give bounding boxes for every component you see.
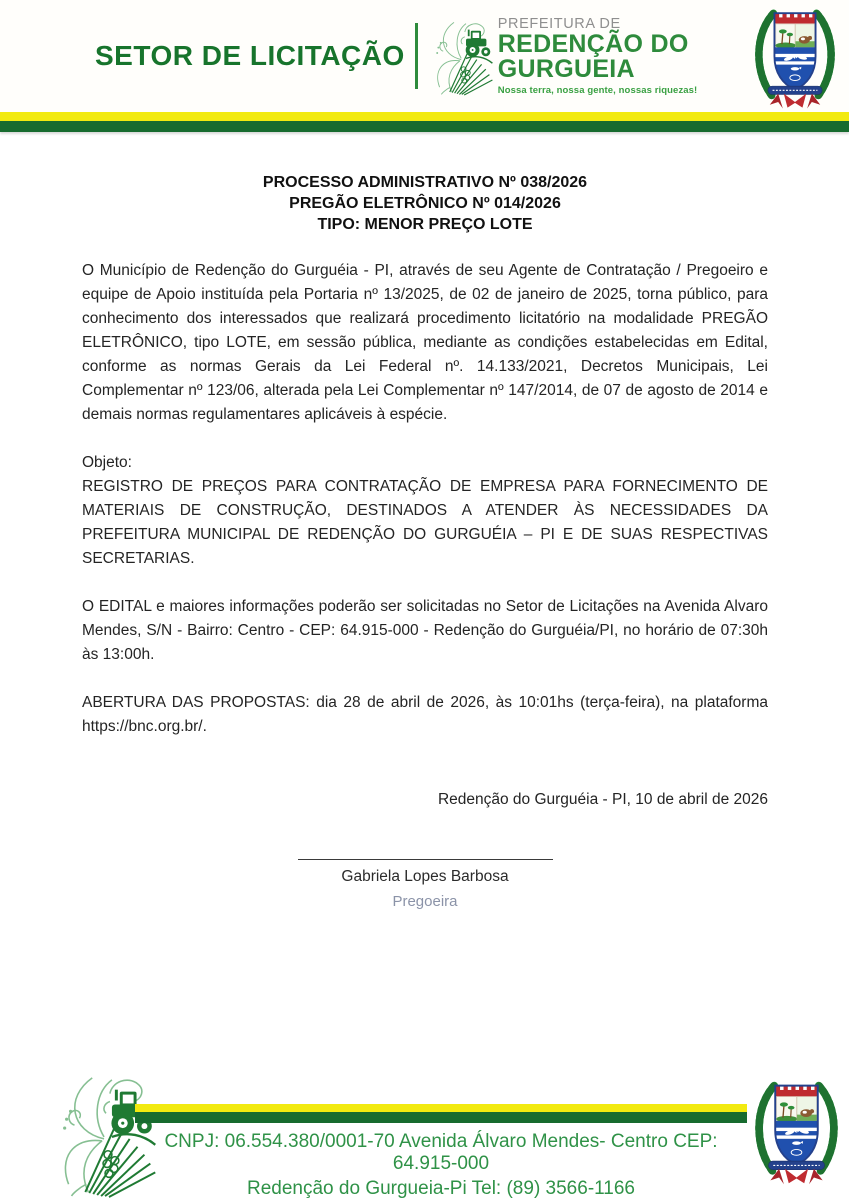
edital-paragraph: O EDITAL e maiores informações poderão ser solicitadas no Setor de Licitações na Avenida Alvaro Mendes, S/N - Bairro: Centro - CEP: 64.915-000 - Redenção do Gurguéia/PI, no horário de 07:30h às 13:00h.: [82, 598, 768, 663]
prefeitura-logotype: [498, 17, 698, 95]
city-name-line2: GURGUEIA: [497, 55, 635, 83]
signature-block: [275, 859, 575, 910]
intro-paragraph: O Município de Redenção do Gurguéia - PI, através de seu Agente de Contratação / Pregoeiro e equipe de Apoio instituída pela Portaria nº 13/2025, de 02 de janeiro de 2025, torna público, para conhecimento dos interessados que realizará procedimento licitatório na modalidade PREGÃO ELETRÔNICO, tipo LOTE, em sessão pública, mediante as condições estabelecidas em Edital, conforme as normas Gerais da Lei Federal nº. 14.133/2021, Decretos Municipais, Lei Complementar nº 123/06, alterada pela Lei Complementar nº 147/2014, de 07 de agosto de 2014 e demais normas regulamentares aplicáveis à espécie.: [82, 262, 768, 423]
prefeitura-de-label: PREFEITURA DE: [497, 16, 621, 32]
stripe-green-bar: [135, 1112, 747, 1123]
agriculture-floral-logo-icon: [430, 11, 496, 101]
dateline: Redenção do Gurguéia - PI, 10 de abril de 2026: [437, 791, 768, 808]
object-label: Objeto:: [82, 454, 132, 471]
city-tagline: Nossa terra, nossa gente, nossas riquezas!: [497, 84, 698, 96]
footer-cnpj-address: CNPJ: 06.554.380/0001-70 Avenida Álvaro Mendes- Centro CEP: 64.915-000: [164, 1131, 718, 1174]
header-stripe: [0, 112, 849, 132]
signature-line: [298, 859, 553, 860]
signer-role: Pregoeira: [392, 893, 458, 910]
title-pregao: PREGÃO ELETRÔNICO Nº 014/2026: [289, 195, 561, 212]
stripe-yellow-bar: [135, 1104, 747, 1112]
footer-stripe: [135, 1104, 747, 1123]
page-header: [0, 0, 849, 112]
page-footer: [0, 1060, 849, 1200]
title-processo: PROCESSO ADMINISTRATIVO Nº 038/2026: [262, 174, 588, 191]
footer-city-phone: Redenção do Gurgueia-Pi Tel: (89) 3566-1166: [247, 1178, 635, 1199]
signer-name: Gabriela Lopes Barbosa: [341, 868, 509, 885]
stripe-yellow-bar: [0, 112, 849, 121]
header-divider: [415, 23, 418, 89]
municipal-coat-of-arms-icon: [745, 2, 845, 116]
document-body: [0, 172, 849, 910]
city-name-line1: REDENÇÃO DO: [497, 29, 689, 58]
document-title: [82, 172, 768, 235]
abertura-paragraph: ABERTURA DAS PROPOSTAS: dia 28 de abril de 2026, às 10:01hs (terça-feira), na plataforma https://bnc.org.br/.: [82, 694, 768, 735]
footer-contact-block: [135, 1104, 747, 1200]
municipal-coat-of-arms-icon: [748, 1074, 845, 1192]
title-tipo: TIPO: MENOR PREÇO LOTE: [317, 216, 533, 233]
stripe-green-bar: [0, 121, 849, 132]
department-title: SETOR DE LICITAÇÃO: [95, 40, 405, 71]
object-paragraph: REGISTRO DE PREÇOS PARA CONTRATAÇÃO DE EMPRESA PARA FORNECIMENTO DE MATERIAIS DE CONSTRUÇÃO, DESTINADOS A ATENDER ÀS NECESSIDADES DA PREFEITURA MUNICIPAL DE REDENÇÃO DO GURGUÉIA – PI E DE SUAS RESPECTIVAS SECRETARIAS.: [82, 478, 768, 567]
